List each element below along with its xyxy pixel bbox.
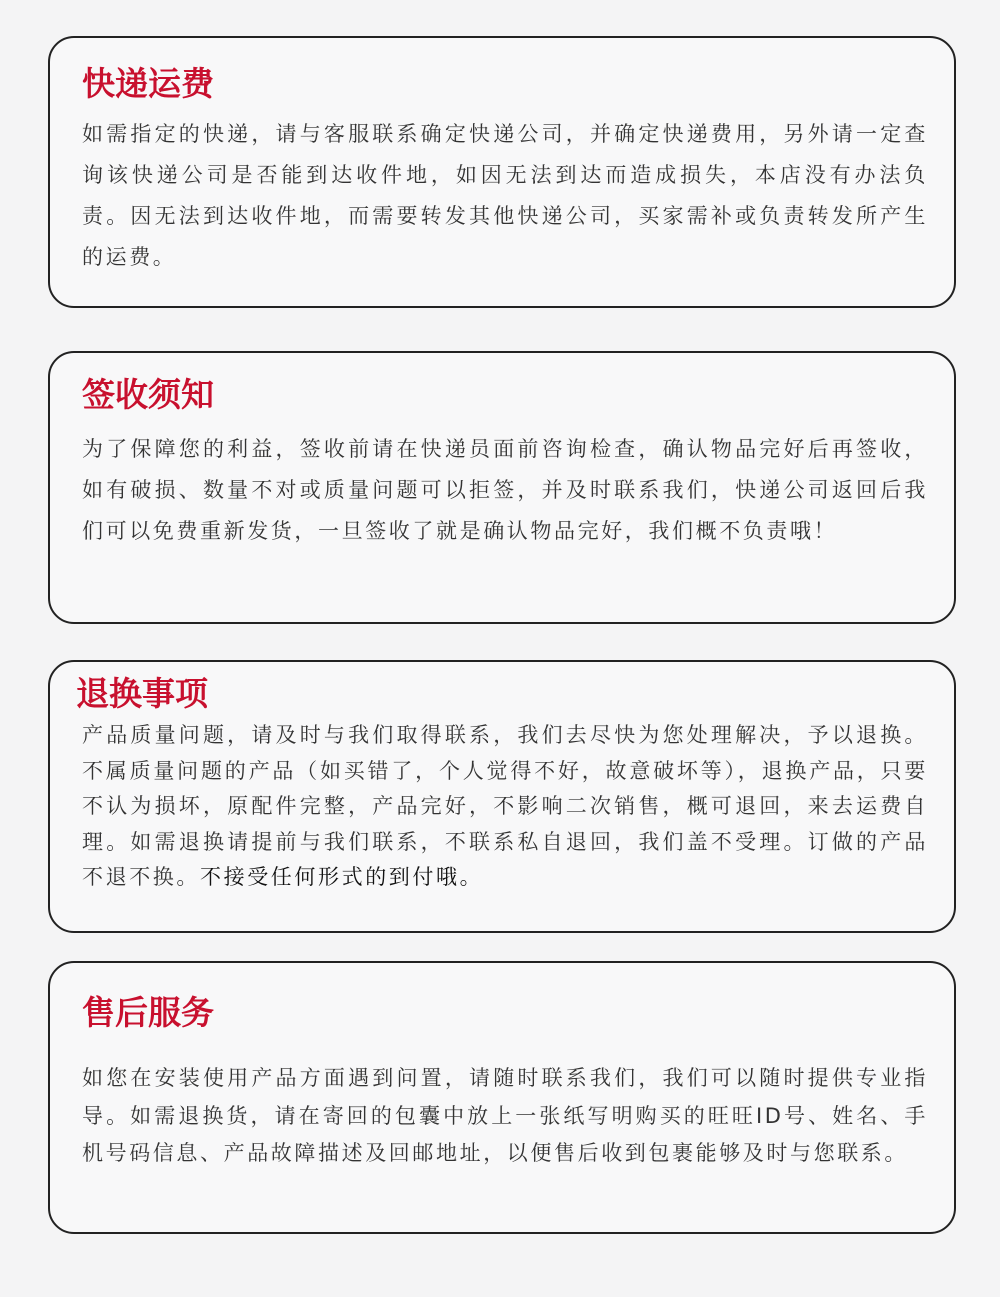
return-exchange-body: 产品质量问题，请及时与我们取得联系，我们去尽快为您处理解决，予以退换。不属质量问题的产品（如买错了，个人觉得不好，故意破坏等），退换产品，只要不认为损坏，原配件完整，产品完好，不影响二次销售，概可退回，来去运费自理。如需退换请提前与我们联系，不联系私自退回，我们盖不受理。订做的产品不退不换。 xyxy=(82,723,928,890)
return-exchange-text xyxy=(82,718,928,896)
receipt-notice-card xyxy=(48,351,956,624)
shipping-fee-card xyxy=(48,36,956,308)
after-sales-text: 如您在安装使用产品方面遇到问置，请随时联系我们，我们可以随时提供专业指导。如需退换货，请在寄回的包囊中放上一张纸写明购买的旺旺ID号、姓名、手机号码信息、产品故障描述及回邮地址，以便售后收到包裹能够及时与您联系。 xyxy=(82,1066,928,1165)
shipping-fee-title: 快递运费 xyxy=(82,64,214,103)
no-cod-notice: 不接受任何形式的到付哦。 xyxy=(200,865,484,890)
after-sales-title: 售后服务 xyxy=(82,993,214,1032)
receipt-notice-text: 为了保障您的利益，签收前请在快递员面前咨询检查，确认物品完好后再签收，如有破损、数量不对或质量问题可以拒签，并及时联系我们，快递公司返回后我们可以免费重新发货，一旦签收了就是确认物品完好，我们概不负责哦！ xyxy=(82,437,928,543)
after-sales-card xyxy=(48,961,956,1234)
shipping-fee-text: 如需指定的快递，请与客服联系确定快递公司，并确定快递费用，另外请一定查询该快递公司是否能到达收件地，如因无法到达而造成损失，本店没有办法负责。因无法到达收件地，而需要转发其他快递公司，买家需补或负责转发所产生的运费。 xyxy=(82,122,928,269)
return-exchange-title: 退换事项 xyxy=(76,674,208,713)
receipt-notice-title: 签收须知 xyxy=(82,375,214,414)
return-exchange-card xyxy=(48,660,956,933)
